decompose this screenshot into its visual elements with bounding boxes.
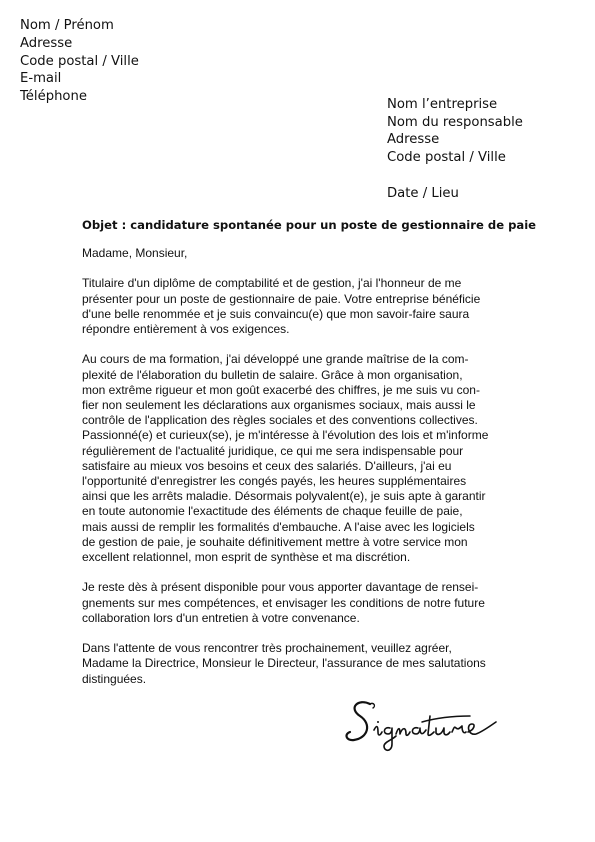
paragraph-line: Dans l'attente de vous rencontrer très prochainement, veuillez agréer, bbox=[82, 641, 452, 656]
paragraph-line: plexité de l'élaboration du bulletin de salaire. Grâce à mon organisation, bbox=[82, 367, 463, 382]
paragraph-line: fier non seulement les déclarations aux organismes sociaux, mais aussi le bbox=[82, 398, 476, 412]
recipient-postal-city: Code postal / Ville bbox=[387, 149, 506, 165]
paragraph-line: mais aussi de remplir les formalités d'embauche. A l'aise avec les logiciels bbox=[82, 519, 475, 534]
signature-image bbox=[340, 690, 510, 770]
paragraph-line: Au cours de ma formation, j'ai développé une grande maîtrise de la com- bbox=[82, 352, 469, 367]
paragraph-line: collaboration lors d'un entretien à votre convenance. bbox=[82, 610, 360, 625]
paragraph-line: Je reste dès à présent disponible pour vous apporter davantage de rensei- bbox=[82, 580, 479, 595]
paragraph-line: régulièrement de l'actualité juridique, ce qui me sera indispensable pour bbox=[82, 443, 464, 458]
paragraph-line: gnements sur mes compétences, et envisager les conditions de notre future bbox=[82, 595, 485, 610]
paragraph-line: satisfaire au mieux vos besoins et ceux des salariés. D'ailleurs, j'ai eu bbox=[82, 458, 452, 473]
letter-subject: Objet : candidature spontanée pour un poste de gestionnaire de paie bbox=[82, 218, 537, 232]
letter-body bbox=[82, 246, 512, 702]
paragraph bbox=[82, 580, 512, 626]
paragraph-line: d'une belle renommée et je suis convaincu(e) que mon savoir-faire saura bbox=[82, 306, 470, 321]
paragraph bbox=[82, 352, 512, 565]
paragraph-line: Titulaire d'un diplôme de comptabilité et de gestion, j'ai l'honneur de me bbox=[82, 276, 462, 291]
date-place: Date / Lieu bbox=[387, 186, 459, 201]
paragraph-line: présenter pour un poste de gestionnaire de paie. Votre entreprise bénéficie bbox=[82, 291, 481, 306]
paragraph-line: l'opportunité d'enregistrer les congés payés, les heures supplémentaires bbox=[82, 474, 467, 489]
paragraph-line: contrôle de l'application des règles sociales et des conventions collectives. bbox=[82, 413, 478, 428]
sender-block bbox=[20, 17, 139, 106]
paragraph-line: Madame la Directrice, Monsieur le Directeur, l'assurance de mes salutations bbox=[82, 656, 486, 671]
sender-email: E-mail bbox=[20, 71, 62, 87]
recipient-block bbox=[387, 96, 523, 166]
greeting: Madame, Monsieur, bbox=[82, 246, 188, 260]
sender-address: Adresse bbox=[20, 35, 73, 51]
sender-postal-city: Code postal / Ville bbox=[20, 53, 139, 69]
sender-phone: Téléphone bbox=[20, 89, 87, 105]
paragraph-line: ainsi que les arrêts maladie. Désormais polyvalent(e), je suis apte à garantir bbox=[82, 489, 486, 504]
paragraph-line: de gestion de paie, je souhaite définitivement mettre à votre service mon bbox=[82, 534, 468, 549]
recipient-manager: Nom du responsable bbox=[387, 114, 523, 130]
recipient-address: Adresse bbox=[387, 132, 440, 148]
sender-name: Nom / Prénom bbox=[20, 18, 114, 33]
paragraph bbox=[82, 641, 512, 687]
paragraph-line: Passionné(e) et curieux(se), je m'intéresse à l'évolution des lois et m'informe bbox=[82, 428, 489, 443]
paragraph-line: mon extrême rigueur et mon goût exacerbé des chiffres, je me suis vu con- bbox=[82, 382, 480, 397]
paragraph bbox=[82, 276, 512, 337]
recipient-company: Nom l’entreprise bbox=[387, 97, 498, 112]
paragraph-line: en toute autonomie l'exactitude des éléments de chaque feuille de paie, bbox=[82, 504, 463, 519]
paragraph-line: distinguées. bbox=[82, 671, 147, 686]
paragraph-line: répondre entièrement à vos exigences. bbox=[82, 322, 290, 336]
paragraphs bbox=[82, 276, 512, 686]
paragraph-line: excellent relationnel, mon esprit de synthèse et ma discrétion. bbox=[82, 550, 411, 565]
